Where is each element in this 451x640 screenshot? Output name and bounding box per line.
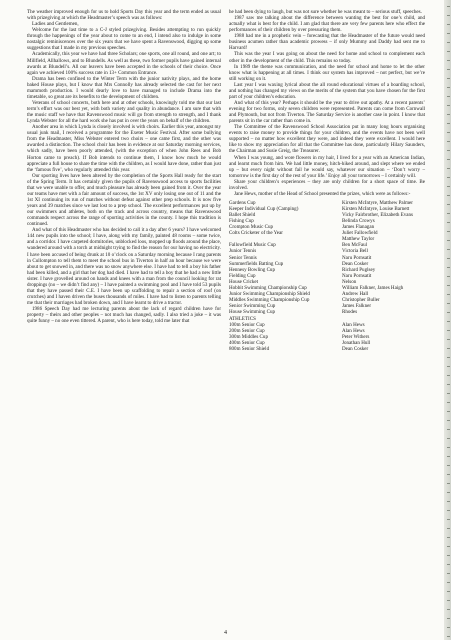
binding-mark bbox=[447, 339, 450, 340]
paragraph: Drama has been confined to the Winter Term with the junior nativity plays, and the home baked House plays, but I know that Mrs Connolly has already selected the cast for her next mammoth production. I would dearly love to have managed to include Drama into the timetable, so great are its benefits to the development of children. bbox=[27, 75, 221, 100]
paragraph: 1986 Speech Day had me lecturing parents about the lack of regard children have for property – theirs and other peoples – not much has changed, sadly. I also tried a joke – it was quite funny – no one even tittered. A parent, who is here today, told me later that bbox=[27, 306, 221, 325]
binding-mark bbox=[447, 159, 450, 160]
binding-mark bbox=[447, 627, 450, 628]
award-name: 200m Senior Cup bbox=[229, 328, 265, 335]
paragraph: Our sporting lives have been altered by the completion of the Sports Hall ready for the start of the Spring Term. It has certainly given the pupils of Ravenswood access to sports facilities that we were unable to offer, and much pleasure has already been gained from it. Over the year our teams have met with a fair amount of success, the 1st XV only losing one out of 11 and the 1st XI continuing its run of matches without defeat against other prep schools. It is now five years and 39 matches since we last lost to a prep school. The excellent performances put up by our swimmers and athletes, both on the track and across country, means that Ravenswood commands respect across the range of sporting activities in the county. I hope this tradition is continued. bbox=[27, 172, 221, 228]
binding-mark bbox=[447, 348, 450, 349]
award-winner: Christopher Buller bbox=[342, 296, 380, 303]
award-name: Colts Cricketer of the Year bbox=[229, 230, 283, 237]
binding-mark bbox=[447, 87, 450, 88]
binding-mark bbox=[447, 573, 450, 574]
award-winner: Richard Puglsey bbox=[342, 266, 376, 273]
binding-mark bbox=[447, 555, 450, 556]
binding-mark bbox=[447, 492, 450, 493]
award-winner: Peter Withers bbox=[342, 334, 370, 341]
binding-mark bbox=[447, 141, 450, 142]
paragraph: he had been dying to laugh, but was not sure whether he was meant to – serious stuff, speeches. bbox=[229, 9, 422, 15]
binding-mark bbox=[447, 33, 450, 34]
award-winner: Naru Pornsatit bbox=[342, 254, 372, 261]
award-winner: William Falkner, James Haigh bbox=[342, 284, 404, 291]
award-name: Summerfields Batting Cup bbox=[229, 260, 284, 267]
award-winner: Alan Hews bbox=[342, 322, 365, 329]
binding-mark bbox=[447, 330, 450, 331]
paragraph: 1988 had me in a prophetic vein – forecasting that the Headmaster of the future would need business acumen rather than academic prowess – if only Mummy and Daddy had sent me to Harvard! bbox=[229, 33, 425, 52]
binding-mark bbox=[447, 213, 450, 214]
binding-mark bbox=[447, 411, 450, 412]
binding-mark bbox=[447, 60, 450, 61]
award-name: Junior Tennis bbox=[229, 248, 257, 255]
paragraph: And what of this year? Perhaps it should be the year to drive out apathy. At a recent parents’ evening for two forms, only seven children were represented. Parents can come from Cornwall and Plymouth, but not from Tiverton. The Saturday Service is another case in point. I know that parents sit in the car rather than come in. bbox=[229, 99, 425, 125]
binding-mark bbox=[447, 123, 450, 124]
binding-mark bbox=[447, 303, 450, 304]
binding-mark bbox=[447, 204, 450, 205]
award-name: Senior Swimming Cup bbox=[229, 303, 276, 309]
binding-mark bbox=[447, 150, 450, 151]
binding-mark bbox=[447, 96, 450, 97]
binding-mark bbox=[447, 474, 450, 475]
paragraph: 1987 saw me talking about the difference between wanting the best for one’s child, and actually what is best for the child. I am glad that there are very few parents here who effect the performances of their children by over pressuring them. bbox=[229, 15, 425, 34]
award-winner: Alan Hews bbox=[342, 328, 365, 335]
binding-mark bbox=[447, 393, 450, 394]
award-winner: Kirsten McIntyre, Louise Barnett bbox=[342, 206, 410, 212]
award-winner: Naru Pornsatit bbox=[342, 272, 372, 279]
paragraph: Veterans of school concerts, both here and at other schools, knowingly told me that our last term’s effort was our best yet, with both variety and quality in abundance. I am sure that with the music staff we have that Ravenswood music will go from strength to strength, and I thank Lynda Webster for all the hard work she has put in over the years on behalf of the children. bbox=[27, 99, 221, 125]
binding-mark bbox=[447, 546, 450, 547]
binding-mark bbox=[447, 564, 450, 565]
award-name: House Swimming Cup bbox=[229, 309, 275, 316]
paragraph: Welcome for the last time to a C-J styled prizegiving. Besides attempting to run quickly through the happenings of the year about to come to an end, I intend also to indulge in some nostalgic reminiscences over the six years that we have spent a Ravenswood, digging up some suggestions that I made in my previous speeches. bbox=[27, 27, 221, 52]
binding-mark bbox=[447, 312, 450, 313]
binding-mark bbox=[447, 222, 450, 223]
binding-mark bbox=[447, 384, 450, 385]
binding-mark bbox=[447, 609, 450, 610]
binding-mark bbox=[447, 186, 450, 187]
award-name: Hobbit Swimming Championship Cup bbox=[229, 284, 307, 291]
award-winner: Dean Cosker bbox=[342, 346, 369, 353]
binding-mark bbox=[447, 519, 450, 520]
right-column bbox=[229, 9, 425, 353]
binding-mark bbox=[447, 375, 450, 376]
award-winner: Jonathan Hull bbox=[342, 340, 371, 347]
prize-list bbox=[229, 200, 425, 353]
binding-mark bbox=[447, 105, 450, 106]
binding-edge bbox=[444, 0, 451, 640]
binding-mark bbox=[447, 429, 450, 430]
binding-mark bbox=[447, 357, 450, 358]
award-name: Middles Swimming Championship Cup bbox=[229, 296, 310, 303]
binding-mark bbox=[447, 267, 450, 268]
section-heading: ATHLETICS bbox=[229, 316, 256, 323]
award-name: Hennesy Bowling Cup bbox=[229, 266, 275, 273]
binding-mark bbox=[447, 582, 450, 583]
left-column bbox=[27, 9, 221, 324]
binding-mark bbox=[447, 15, 450, 16]
award-name: Gardens Cup bbox=[229, 199, 256, 206]
binding-mark bbox=[447, 501, 450, 502]
paragraph: Last year I was waxing lyrical about the all round educational virtues of a boarding school, and nothing has changed my views on the merits of the system that you have chosen for the first part of your children’s education. bbox=[229, 81, 425, 100]
award-name: 400m Senior Cup bbox=[229, 340, 265, 347]
binding-mark bbox=[447, 528, 450, 529]
binding-mark bbox=[447, 465, 450, 466]
binding-mark bbox=[447, 591, 450, 592]
paragraph: Share your children’s experiences – they are only children for a short space of time. Be involved. bbox=[229, 178, 425, 191]
award-winner: Belinda Crowys bbox=[342, 218, 375, 225]
award-name: Fielding Cup bbox=[229, 272, 256, 279]
paragraph: When I was young, and wore flowers in my hair, I lived for a year with an American Indian, and learnt much from him. We had little money, hitch-hiked around, and slept where we ended up – but every night without fail he would say, whatever our situation – ‘Don’t worry – tomorrow is the first day of the rest of your life.’ Enjoy all your tomorrows – I certainly will. bbox=[229, 154, 425, 179]
binding-mark bbox=[447, 438, 450, 439]
award-winner: Vicky Fairbrother, Elizabeth Evans bbox=[342, 212, 413, 219]
binding-mark bbox=[447, 177, 450, 178]
binding-mark bbox=[447, 168, 450, 169]
paragraph: Ladies and Gentlemen, bbox=[32, 21, 79, 28]
award-name: 300m Middles Cup bbox=[229, 334, 268, 341]
award-name: Ballet Shield bbox=[229, 212, 256, 219]
award-name: Fishing Cup bbox=[229, 218, 254, 225]
award-winner: Juliet Fallowfield Matthew Taylor bbox=[342, 230, 378, 243]
binding-mark bbox=[447, 456, 450, 457]
award-winner: James Flanagan bbox=[342, 224, 375, 231]
binding-mark bbox=[447, 447, 450, 448]
award-name: Keeper Individual Cup (Camping) bbox=[229, 206, 299, 212]
binding-mark bbox=[447, 636, 450, 637]
binding-mark bbox=[447, 618, 450, 619]
paragraph: Another area in which Lynda is closely involved is with choirs. Earlier this year, amongst my usual junk mail, I received a programme for the Exeter Music Festival. After some bullying from the Headmaster, Miss Webster entered two choirs – one came first, and the other was awarded a distinction. The school choir has been in evidence at our Saturday morning services, which sadly, have been poorly attended, (with the exception of when John Rees and Bob Horton came to preach). If Bob intends to continue them, I know how much he would appreciate a full house to share the time with the children, as I would have done, rather than just the ‘famous five’, who regularly attended this year. bbox=[27, 124, 221, 173]
award-winner: James Falkner bbox=[342, 303, 372, 309]
award-name: Fallowfield Music Cup bbox=[229, 242, 276, 249]
award-name: House Cricket bbox=[229, 278, 259, 285]
binding-mark bbox=[447, 420, 450, 421]
binding-mark bbox=[447, 78, 450, 79]
binding-mark bbox=[447, 600, 450, 601]
binding-mark bbox=[447, 294, 450, 295]
binding-mark bbox=[447, 24, 450, 25]
binding-mark bbox=[447, 42, 450, 43]
binding-mark bbox=[447, 114, 450, 115]
binding-mark bbox=[447, 249, 450, 250]
binding-mark bbox=[447, 240, 450, 241]
paragraph: And what of this Headmaster who has decided to call it a day after 6 years? I have welcomed 144 new pupils into the school; I have, along with my family, painted 48 rooms – some twice, and a corridor. I have carpeted dormitories, unblocked loos, mopped up floods around the place, wandered around with a torch at midnight trying to find the reason for our having no electricity. I have been accused of being drunk at 10 o’clock on a Saturday morning because I rang parents in Cullompton to tell them to meet the school bus in Tiverton in half an hour because we were about to get snowed in, and there was no snow anywhere else. I have had to tell a boy his father had been killed, and a girl that her dog had died. I have had to tell a boy that he had a new little sister. I have grovelled around on hands and knees with a man from the council looking for rat droppings (no – we didn’t find any) – I have painted a swimming pool and I have told 53 pupils that they have passed their C.E. I have been up scaffolding to repair a section of roof (on crutches) and I haven driven the buses thousands of miles. I have had to listen to parents telling me that their marriages had broken down, and I have learnt to drive a tractor. bbox=[27, 227, 221, 306]
award-name: Junior Swimming Championship Shield bbox=[229, 290, 310, 297]
paragraph: Jane Hews, mother of the Head of School presented the prizes, which were as follows:- bbox=[234, 190, 411, 197]
binding-mark bbox=[447, 321, 450, 322]
paragraph: In 1989 the theme was communication, and the need for school and home to let the other know what is happening at all times. I think our system has improved – not perfect, but we’re still working on it. bbox=[229, 63, 425, 82]
binding-mark bbox=[447, 132, 450, 133]
binding-mark bbox=[447, 510, 450, 511]
binding-mark bbox=[447, 276, 450, 277]
binding-mark bbox=[447, 195, 450, 196]
award-name: 800m Senior Shield bbox=[229, 346, 270, 353]
award-winner: Ben McFaul bbox=[342, 242, 368, 249]
binding-mark bbox=[447, 231, 450, 232]
binding-mark bbox=[447, 258, 450, 259]
binding-mark bbox=[447, 285, 450, 286]
binding-mark bbox=[447, 51, 450, 52]
award-winner: Victoria Bell bbox=[342, 248, 368, 255]
binding-mark bbox=[447, 402, 450, 403]
paragraph: This was the year I was going on about the need for home and school to complement each other in the development of the child. This remains so today. bbox=[229, 51, 425, 64]
award-name: Crompton Music Cup bbox=[229, 224, 274, 231]
page-number: 4 bbox=[224, 630, 227, 636]
award-winner: Nelson bbox=[342, 278, 357, 285]
paragraph: The weather improved enough for us to hold Sports Day this year and the term ended as usual with prizegiving at which the Headmaster’s speech was as follows: bbox=[27, 9, 221, 22]
award-name: Senior Tennis bbox=[229, 254, 257, 261]
paragraph: The Committee of the Ravenswood School Association put in many long hours organising events to raise money to provide things for your children, and the events have not been well supported – no matter how excellent they were, and indeed they were excellent. I would here like to show my appreciation for all that the Committee has done, particularly Hilary Saunders, the Chairman and Susie Greig, the Treasurer. bbox=[229, 124, 425, 155]
binding-mark bbox=[447, 537, 450, 538]
award-winner: Dean Cosker bbox=[342, 260, 369, 267]
binding-mark bbox=[447, 366, 450, 367]
award-winner: Andrew Hall bbox=[342, 290, 369, 297]
award-winner: Kirsten McIntyre, Matthew Palmer bbox=[342, 199, 413, 206]
award-winner: Rhodes bbox=[342, 309, 358, 316]
binding-mark bbox=[447, 69, 450, 70]
binding-mark bbox=[447, 483, 450, 484]
paragraph: Academically, this year we have had three Scholars; one sports, one all round, and one art; to Millfield, Allhallows, and to Blundells. As well as these, two former pupils have gained internal awards at Blundell’s. All our leavers have been accepted in the schools of their choice. Once again we achieved 100% success rate in 13+ Common Entrance. bbox=[27, 51, 221, 76]
award-name: 100m Senior Cup bbox=[229, 322, 265, 329]
binding-mark bbox=[447, 6, 450, 7]
